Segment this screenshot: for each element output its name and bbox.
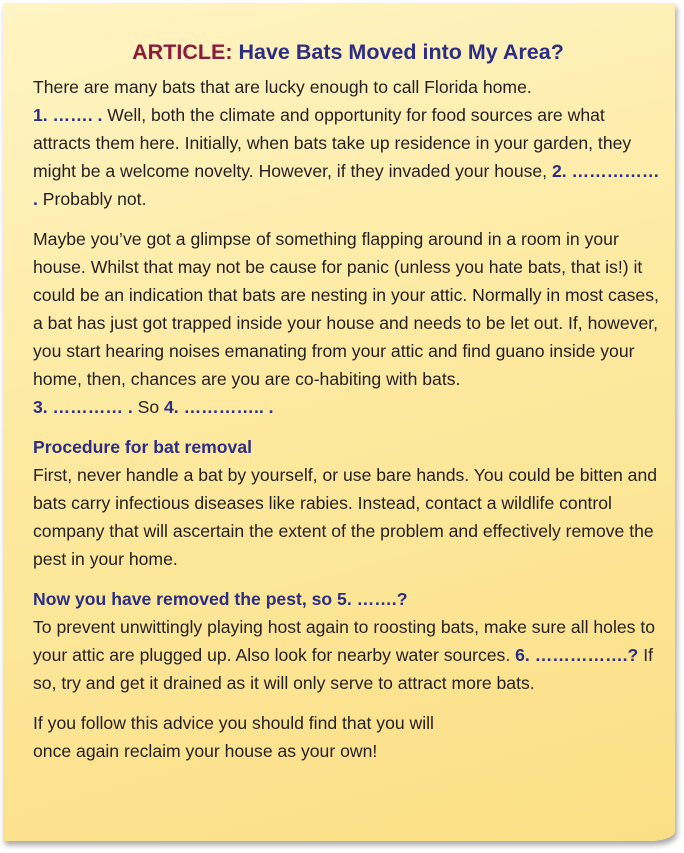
- gap-3: 3. ………… .: [33, 397, 133, 417]
- gap-6: 6. …………….?: [515, 645, 639, 665]
- section-2-heading: Now you have removed the pest, so 5. …….?: [33, 589, 408, 609]
- gap-4: 4. ………….. .: [164, 397, 274, 417]
- gap-2: 2. …………… .: [33, 161, 660, 209]
- paragraph-2: [33, 225, 663, 421]
- paragraph-2-text: Maybe you’ve got a glimpse of something flapping around in a room in your house. Whilst that may not be cause for panic (unless you hate bats, that is!) it could be an indication that bats are nesting in your attic. Normally in most cases, a bat has just got trapped inside your house and needs to be let out. If, however, you start hearing noises emanating from your attic and find guano inside your home, then, chances are you are co-habiting with bats.: [33, 229, 659, 389]
- paragraph-1-text-2: Probably not.: [37, 189, 147, 209]
- closing-paragraph: [33, 709, 663, 765]
- section-1-heading: Procedure for bat removal: [33, 437, 253, 457]
- paragraph-1-line-1: There are many bats that are lucky enough to call Florida home.: [33, 77, 532, 97]
- title-tag: ARTICLE:: [132, 40, 233, 64]
- gap-1: 1. ……. .: [33, 105, 103, 125]
- sticky-note: [3, 3, 675, 841]
- article-title: [33, 37, 663, 67]
- section-2-text-1: To prevent unwittingly playing host again to roosting bats, make sure all holes to your attic are plugged up. Also look for nearby water sources.: [33, 617, 656, 665]
- section-2-paragraph: [33, 613, 663, 697]
- article: [33, 33, 663, 777]
- section-1-text: First, never handle a bat by yourself, or use bare hands. You could be bitten and bats carry infectious diseases like rabies. Instead, contact a wildlife control company that will ascertain the extent of the problem and effectively remove the pest in your home.: [33, 465, 658, 569]
- paragraph-1: [33, 73, 663, 213]
- paragraph-2-so: So: [132, 397, 165, 417]
- section-2-text-2: If so, try and get it drained as it will only serve to attract more bats.: [33, 645, 653, 693]
- paragraph-1-text-1: Well, both the climate and opportunity for food sources are what attracts them here. Initially, when bats take up residence in your garden, they might be a welcome novelty. However, if they invaded your house,: [33, 105, 632, 181]
- title-text: Have Bats Moved into My Area?: [238, 40, 564, 64]
- closing-line-1: If you follow this advice you should find that you will: [33, 713, 434, 733]
- closing-line-2: once again reclaim your house as your own!: [33, 741, 378, 761]
